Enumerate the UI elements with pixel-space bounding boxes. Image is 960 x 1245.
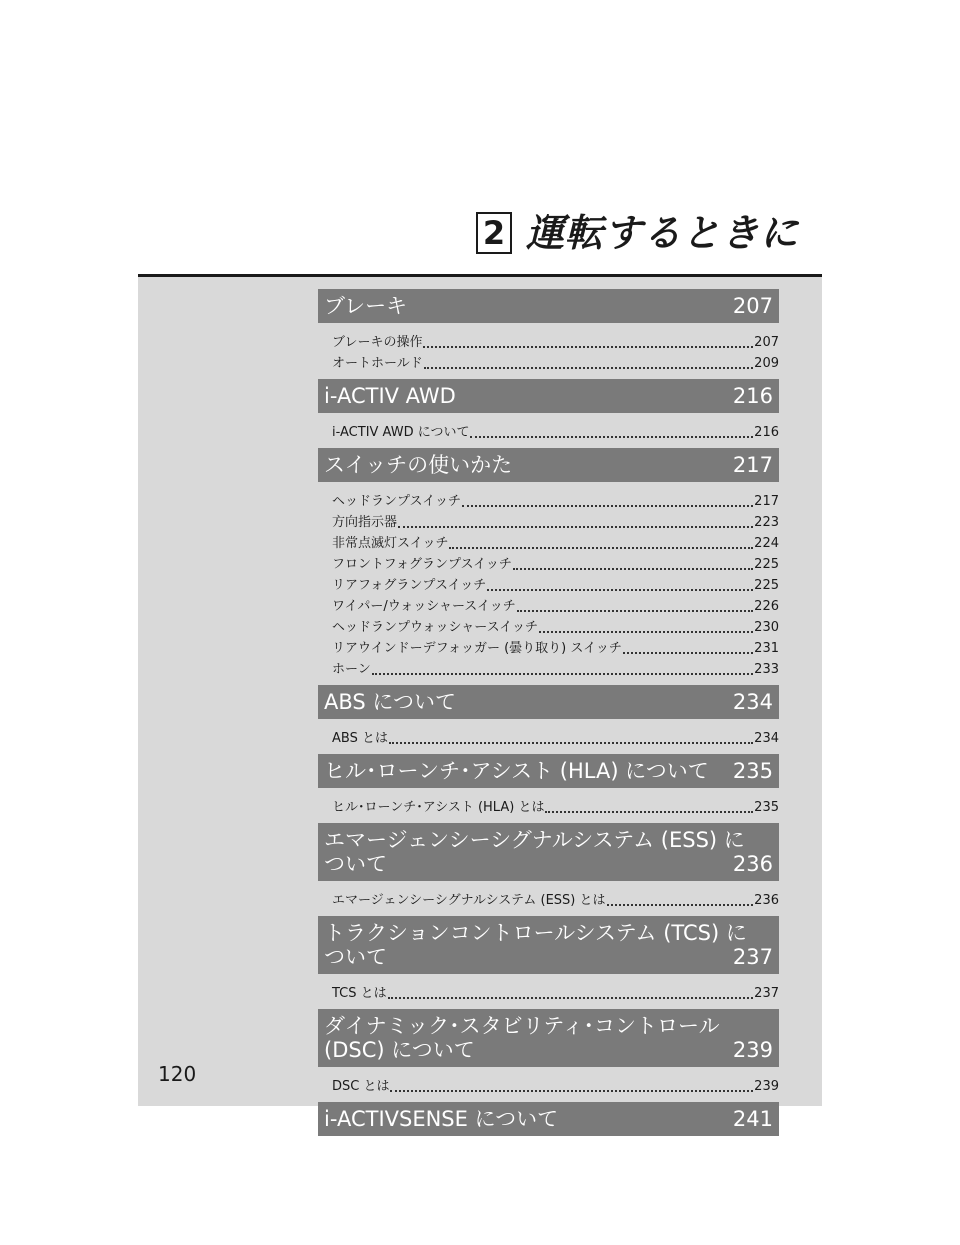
entry-title: TCS とは — [332, 986, 387, 1001]
toc-entry[interactable] — [318, 530, 779, 551]
toc-entry[interactable] — [318, 614, 779, 635]
toc-entry[interactable] — [318, 551, 779, 572]
section-title: ABS について — [324, 690, 456, 714]
entry-title: リアフォグランプスイッチ — [332, 578, 487, 593]
entry-page: 231 — [754, 641, 779, 656]
section-page: 235 — [732, 759, 773, 783]
leader-dots — [487, 588, 753, 591]
entry-page: 224 — [754, 536, 779, 551]
section-header[interactable] — [318, 448, 779, 482]
leader-dots — [539, 630, 753, 633]
entry-page: 226 — [754, 599, 779, 614]
section-header[interactable] — [318, 754, 779, 788]
entry-page: 217 — [754, 494, 779, 509]
entry-title: ABS とは — [332, 731, 388, 746]
leader-dots — [423, 345, 753, 348]
entry-page: 216 — [754, 425, 779, 440]
toc-section — [318, 823, 779, 908]
leader-dots — [607, 903, 754, 906]
toc-entry[interactable] — [318, 350, 779, 371]
section-page: 239 — [732, 1038, 773, 1062]
toc-entry[interactable] — [318, 635, 779, 656]
chapter-header — [476, 208, 799, 258]
section-header[interactable] — [318, 823, 779, 881]
leader-dots — [390, 1089, 753, 1092]
toc-entry[interactable] — [318, 593, 779, 614]
entry-title: i-ACTIV AWD について — [332, 425, 470, 440]
toc-entry[interactable] — [318, 656, 779, 677]
entry-title: フロントフォグランプスイッチ — [332, 557, 512, 572]
section-title: i-ACTIV AWD — [324, 384, 456, 408]
entry-title: ヘッドランプスイッチ — [332, 494, 461, 509]
leader-dots — [388, 996, 754, 999]
leader-dots — [389, 741, 753, 744]
toc-section — [318, 289, 779, 371]
toc-section — [318, 1102, 779, 1136]
entry-title: 方向指示器 — [332, 515, 398, 530]
entry-title: DSC とは — [332, 1079, 390, 1094]
toc-section — [318, 916, 779, 1001]
section-title: i-ACTIVSENSE について — [324, 1107, 559, 1131]
toc-entry[interactable] — [318, 572, 779, 593]
section-header[interactable] — [318, 916, 779, 974]
toc-entry[interactable] — [318, 887, 779, 908]
page-number: 120 — [158, 1062, 197, 1086]
leader-dots — [424, 366, 753, 369]
section-page: 236 — [732, 852, 773, 876]
chapter-title: 運転するときに — [526, 211, 800, 255]
toc-section — [318, 754, 779, 815]
leader-dots — [517, 609, 753, 612]
section-title: スイッチの使いかた — [324, 453, 513, 477]
section-header[interactable] — [318, 289, 779, 323]
section-page: 234 — [732, 690, 773, 714]
toc-entry[interactable] — [318, 329, 779, 350]
chapter-number-box: 2 — [476, 212, 512, 254]
toc-section — [318, 448, 779, 677]
entry-title: ヘッドランプウォッシャースイッチ — [332, 620, 539, 635]
toc-section — [318, 379, 779, 440]
entry-page: 225 — [754, 578, 779, 593]
section-page: 217 — [732, 453, 773, 477]
toc-entry[interactable] — [318, 419, 779, 440]
section-header[interactable] — [318, 379, 779, 413]
toc-section — [318, 685, 779, 746]
leader-dots — [398, 525, 753, 528]
entry-title: ワイパー/ウォッシャースイッチ — [332, 599, 516, 614]
section-title: ダイナミック･スタビリティ･コントロール (DSC) について — [324, 1014, 720, 1062]
entry-page: 207 — [754, 335, 779, 350]
toc-section — [318, 1009, 779, 1094]
entry-page: 223 — [754, 515, 779, 530]
leader-dots — [623, 651, 753, 654]
entry-title: リアウインドーデフォッガー (曇り取り) スイッチ — [332, 641, 622, 656]
toc-entry[interactable] — [318, 725, 779, 746]
entry-page: 235 — [754, 800, 779, 815]
section-title: ブレーキ — [324, 294, 408, 318]
leader-dots — [449, 546, 753, 549]
section-page: 207 — [732, 294, 773, 318]
entry-page: 237 — [754, 986, 779, 1001]
entry-page: 225 — [754, 557, 779, 572]
entry-page: 239 — [754, 1079, 779, 1094]
entry-title: ホーン — [332, 662, 371, 677]
toc-entry[interactable] — [318, 1073, 779, 1094]
entry-page: 236 — [754, 893, 779, 908]
leader-dots — [545, 810, 753, 813]
toc-entry[interactable] — [318, 794, 779, 815]
section-page: 237 — [732, 945, 773, 969]
section-header[interactable] — [318, 1009, 779, 1067]
entry-page: 230 — [754, 620, 779, 635]
toc-entry[interactable] — [318, 980, 779, 1001]
entry-title: オートホールド — [332, 356, 423, 371]
entry-page: 233 — [754, 662, 779, 677]
section-page: 241 — [732, 1107, 773, 1131]
leader-dots — [372, 672, 753, 675]
section-header[interactable] — [318, 1102, 779, 1136]
leader-dots — [470, 435, 753, 438]
entry-title: ヒル･ローンチ･アシスト (HLA) とは — [332, 800, 545, 815]
section-page: 216 — [732, 384, 773, 408]
section-title: エマージェンシーシグナルシステム (ESS) について — [324, 828, 745, 876]
table-of-contents — [318, 289, 779, 1142]
section-title: ヒル･ローンチ･アシスト (HLA) について — [324, 759, 709, 783]
toc-entry[interactable] — [318, 509, 779, 530]
entry-page: 234 — [754, 731, 779, 746]
entry-title: エマージェンシーシグナルシステム (ESS) とは — [332, 893, 606, 908]
entry-title: 非常点滅灯スイッチ — [332, 536, 449, 551]
entry-page: 209 — [754, 356, 779, 371]
toc-entry[interactable] — [318, 488, 779, 509]
entry-title: ブレーキの操作 — [332, 335, 423, 350]
leader-dots — [462, 504, 753, 507]
section-header[interactable] — [318, 685, 779, 719]
section-title: トラクションコントロールシステム (TCS) について — [324, 921, 747, 969]
leader-dots — [513, 567, 753, 570]
